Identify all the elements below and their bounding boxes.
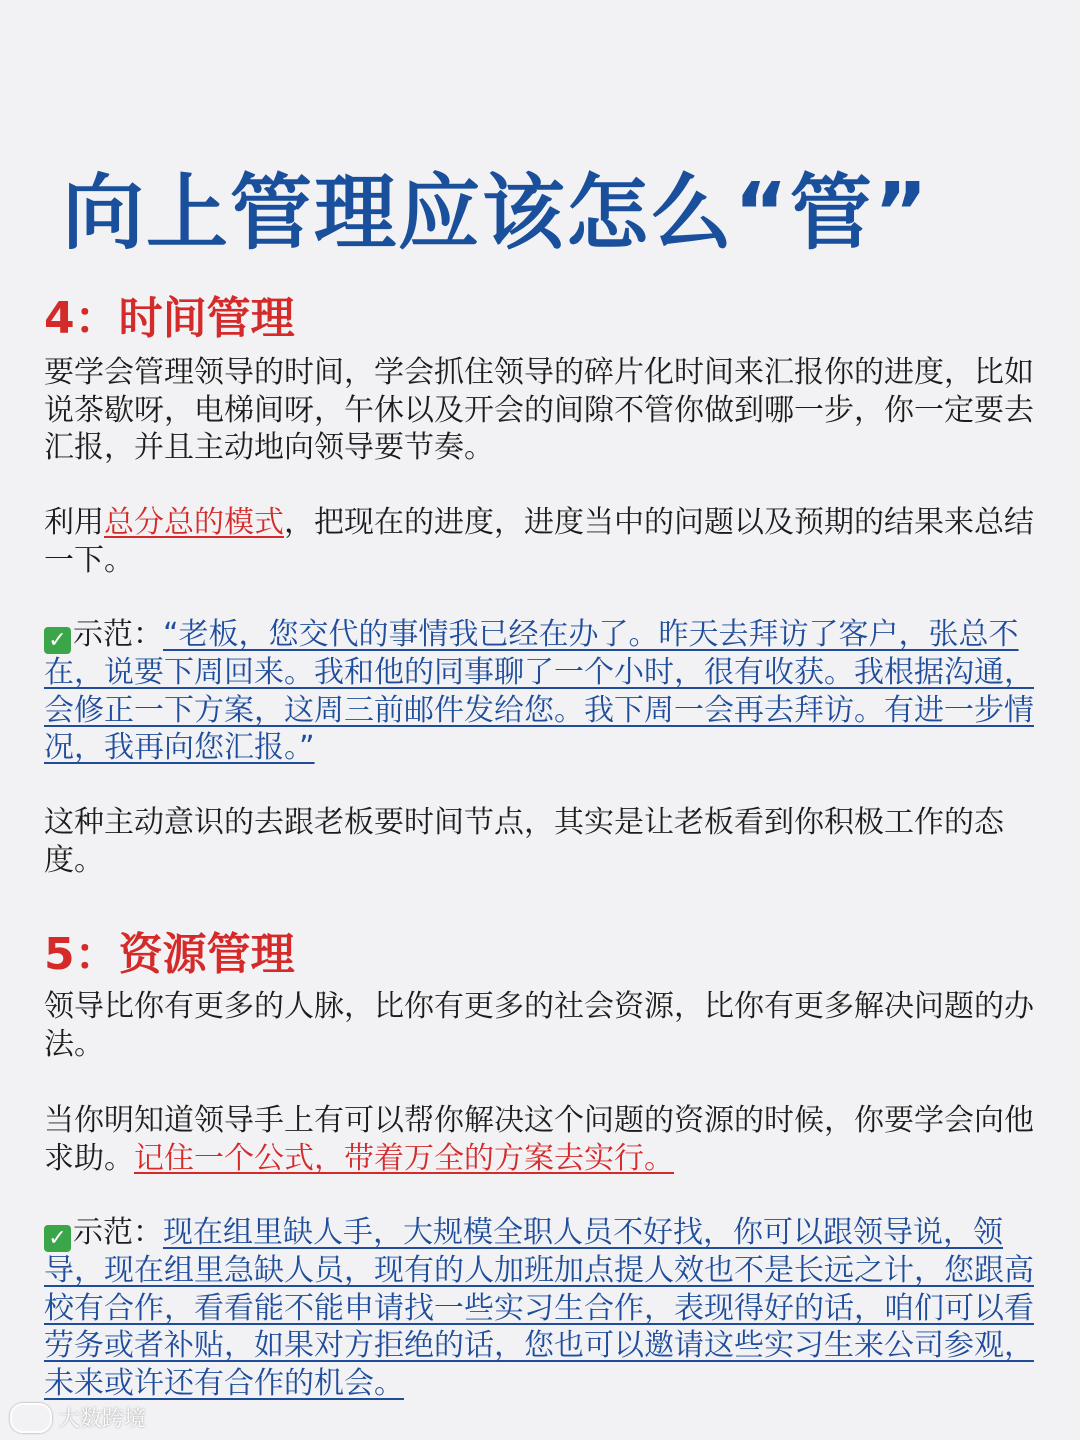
example-label: 示范： xyxy=(73,1215,163,1250)
section-4-paragraph-3: 这种主动意识的去跟老板要时间节点，其实是让老板看到你积极工作的态度。 xyxy=(44,805,1004,878)
p2-prefix: 当你明知道领导手上有可以帮你解决这个问题的资源的时候，你要学会向他求助。 xyxy=(44,1103,1034,1176)
p2-suffix: ，把现在的进度，进度当中的问题以及预期的结果来总结一下。 xyxy=(44,505,1034,578)
check-mark-icon: ✓ xyxy=(44,1225,71,1252)
p2-highlight: 记住一个公式，带着万全的方案去实行。 xyxy=(134,1140,674,1176)
example-text: 现在组里缺人手，大规模全职人员不好找，你可以跟领导说，领导，现在组里急缺人员，现有的人加班加点提人效也不是长远之计，您跟高校有合作，看看能不能申请找一些实习生合作，表现得好的话，咱们可以看劳务或者补贴，如果对方拒绝的话，您也可以邀请这些实习生来公司参观，未来或许还有合作的机会。 xyxy=(44,1215,1034,1401)
watermark-text: 大数跨境 xyxy=(58,1407,147,1432)
section-5-example xyxy=(44,1214,1034,1402)
section-4-example xyxy=(44,616,1034,767)
p2-highlight: 总分总的模式 xyxy=(104,505,284,540)
section-4-paragraph-1: 要学会管理领导的时间，学会抓住领导的碎片化时间来汇报你的进度，比如说茶歇呀，电梯间呀，午休以及开会的间隙不管你做到哪一步，你一定要去汇报，并且主动地向领导要节奏。 xyxy=(44,355,1034,465)
section-5-heading: 5：资源管理 xyxy=(44,929,295,980)
example-text: “老板，您交代的事情我已经在办了。昨天去拜访了客户，张总不在，说要下周回来。我和他的同事聊了一个小时，很有收获。我根据沟通，会修正一下方案，这周三前邮件发给您。我下周一会再去拜访。有进一步情况，我再向您汇报。” xyxy=(44,617,1034,765)
watermark xyxy=(10,1402,146,1433)
example-label: 示范： xyxy=(73,617,163,652)
p2-prefix: 利用 xyxy=(44,505,104,540)
page-title: 向上管理应该怎么“管” xyxy=(62,166,930,261)
section-4-paragraph-2 xyxy=(44,504,1034,579)
section-5-paragraph-1: 领导比你有更多的人脉，比你有更多的社会资源，比你有更多解决问题的办法。 xyxy=(44,989,1034,1062)
check-mark-icon: ✓ xyxy=(44,627,71,654)
section-5-paragraph-2 xyxy=(44,1102,1034,1177)
watermark-logo-icon xyxy=(10,1403,52,1433)
section-4-heading: 4：时间管理 xyxy=(44,293,295,344)
